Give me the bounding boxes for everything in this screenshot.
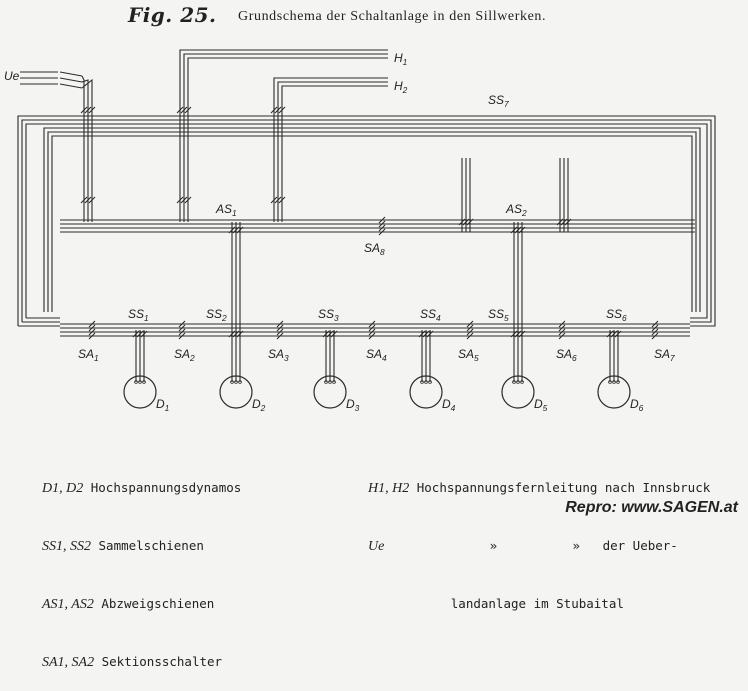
label-sa7: $SA_7$ (654, 347, 675, 363)
busbar-inner-ring (48, 132, 696, 312)
label-d3: $D_3$ (346, 397, 360, 413)
label-ss5: $SS_5$ (488, 307, 509, 323)
label-ss3: $SS_3$ (318, 307, 339, 323)
h1-line (184, 54, 388, 222)
label-ss2: $SS_2$ (206, 307, 227, 323)
label-sa2: $SA_2$ (174, 347, 195, 363)
label-d4: $D_4$ (442, 397, 456, 413)
legend-item: landanlage im Stubaital (368, 596, 624, 611)
label-as2: $AS_2$ (506, 202, 527, 218)
label-d5: $D_5$ (534, 397, 548, 413)
label-h2: $H_2$ (394, 79, 408, 95)
label-sa1: $SA_1$ (78, 347, 99, 363)
ue-line (60, 78, 82, 82)
label-ss7: $SS_7$ (488, 93, 509, 109)
ue-line (60, 72, 82, 76)
legend-item: AS1, AS2 Abzweigschienen (42, 596, 215, 612)
repro-credit: Repro: www.SAGEN.at (565, 499, 738, 516)
ue-line (60, 84, 82, 88)
label-h1: $H_1$ (394, 51, 408, 67)
figure-caption: Grundschema der Schaltanlage in den Sillwerken. (238, 9, 547, 24)
label-d6: $D_6$ (630, 397, 644, 413)
label-as1: $AS_1$ (216, 202, 237, 218)
legend-item: Ue » » der Ueber- (368, 538, 678, 554)
busbar-ss7-ring (26, 124, 707, 318)
h2-line (274, 78, 388, 222)
h1-line (188, 58, 388, 222)
label-ss6: $SS_6$ (606, 307, 627, 323)
legend-left (42, 440, 241, 691)
legend-item: H1, H2 Hochspannungsfernleitung nach Innsbruck (368, 480, 711, 496)
label-d2: $D_2$ (252, 397, 266, 413)
label-sa6: $SA_6$ (556, 347, 577, 363)
legend-right (368, 440, 710, 633)
label-sa3: $SA_3$ (268, 347, 289, 363)
legend-item: SS1, SS2 Sammelschienen (42, 538, 204, 554)
legend-item: SA1, SA2 Sektionsschalter (42, 654, 223, 670)
label-ue: Ue (4, 69, 20, 83)
label-sa8: $SA_8$ (364, 241, 385, 257)
busbar-ss7-ring (18, 116, 715, 326)
legend-item: D1, D2 Hochspannungsdynamos (42, 480, 242, 496)
label-d1: $D_1$ (156, 397, 170, 413)
figure-number: Fig. 25. (128, 3, 217, 27)
label-sa5: $SA_5$ (458, 347, 479, 363)
h2-line (278, 82, 388, 222)
label-ss4: $SS_4$ (420, 307, 441, 323)
h2-line (282, 86, 388, 222)
busbar-ss7-ring (22, 120, 711, 322)
label-sa4: $SA_4$ (366, 347, 387, 363)
label-ss1: $SS_1$ (128, 307, 149, 323)
